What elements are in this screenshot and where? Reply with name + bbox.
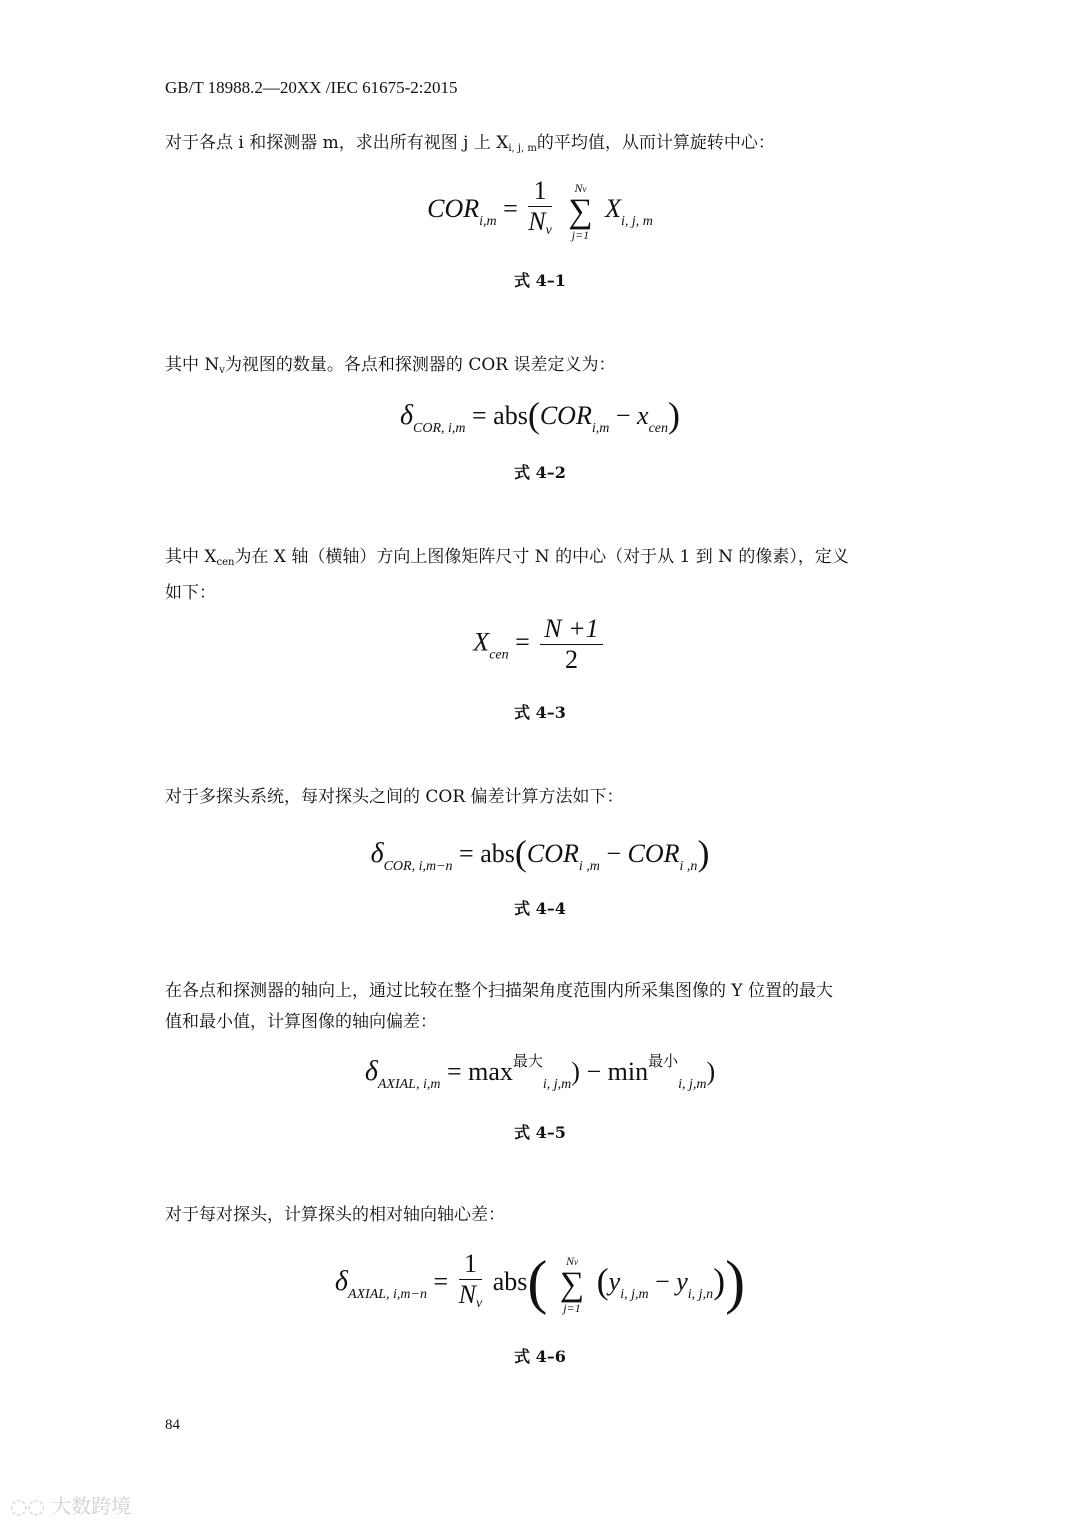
formula-4-6: $\delta_{AXIAL, i,m-n}$ = $\frac{1}{N_v}$ abs( Nv ∑ j=1 $(y_{i, j,m} - y_{i, j,n})$) <box>334 1249 746 1315</box>
paragraph-4: 对于多探头系统，每对探头之间的 COR 偏差计算方法如下： <box>165 787 624 807</box>
page-number: 84 <box>165 1417 180 1433</box>
paragraph-6: 对于每对探头，计算探头的相对轴向轴心差： <box>165 1205 505 1225</box>
paragraph-1: 对于各点 i 和探测器 m，求出所有视图 j 上 $X_{i, j, m}$的平均值，从而计算旋转中心： <box>165 133 775 154</box>
watermark-logo-icon: ◌◌ <box>10 1494 45 1518</box>
formula-4-3: $X_{cen}$ = $\frac{N +1}{2}$ <box>0 614 1080 675</box>
caption-4-5: 式 4–5 <box>514 1123 566 1142</box>
paragraph-2: 其中 $N_v$为视图的数量。各点和探测器的 COR 误差定义为： <box>165 355 616 376</box>
caption-4-1: 式 4–1 <box>514 271 566 290</box>
paragraph-5: 在各点和探测器的轴向上，通过比较在整个扫描架角度范围内所采集图像的 Y 位置的最大 值和最小值，计算图像的轴向偏差： <box>165 981 834 1032</box>
formula-4-5: $\delta_{AXIAL, i,m} = \max^{最大}_{i, j,m}) - \min^{最小}_{i, j,m}$) <box>364 1052 716 1092</box>
formula-4-4: $\delta_{COR, i,m-n} = abs(COR_{i ,m} - COR_{i ,n})$ <box>370 833 710 874</box>
formula-4-1: $COR_{i,m}$ = $\frac{1}{N_v}$ Nv ∑ j=1 $X_{i, j, m}$ <box>427 176 653 242</box>
caption-4-6: 式 4–6 <box>514 1347 566 1366</box>
caption-4-4: 式 4–4 <box>514 899 566 918</box>
formula-4-2: $\delta_{COR, i,m} = abs(COR_{i,m} - x_{cen})$ <box>399 395 680 436</box>
watermark: ◌◌ 大数跨境 <box>10 1494 132 1518</box>
paragraph-3: 其中 $X_{cen}$为在 X 轴（横轴）方向上图像矩阵尺寸 N 的中心（对于从 1 到 N 的像素），定义 如下： <box>165 547 849 603</box>
caption-4-2: 式 4–2 <box>514 463 566 482</box>
document-header: GB/T 18988.2—20XX /IEC 61675-2:2015 <box>165 78 458 97</box>
caption-4-3: 式 4–3 <box>514 703 566 722</box>
